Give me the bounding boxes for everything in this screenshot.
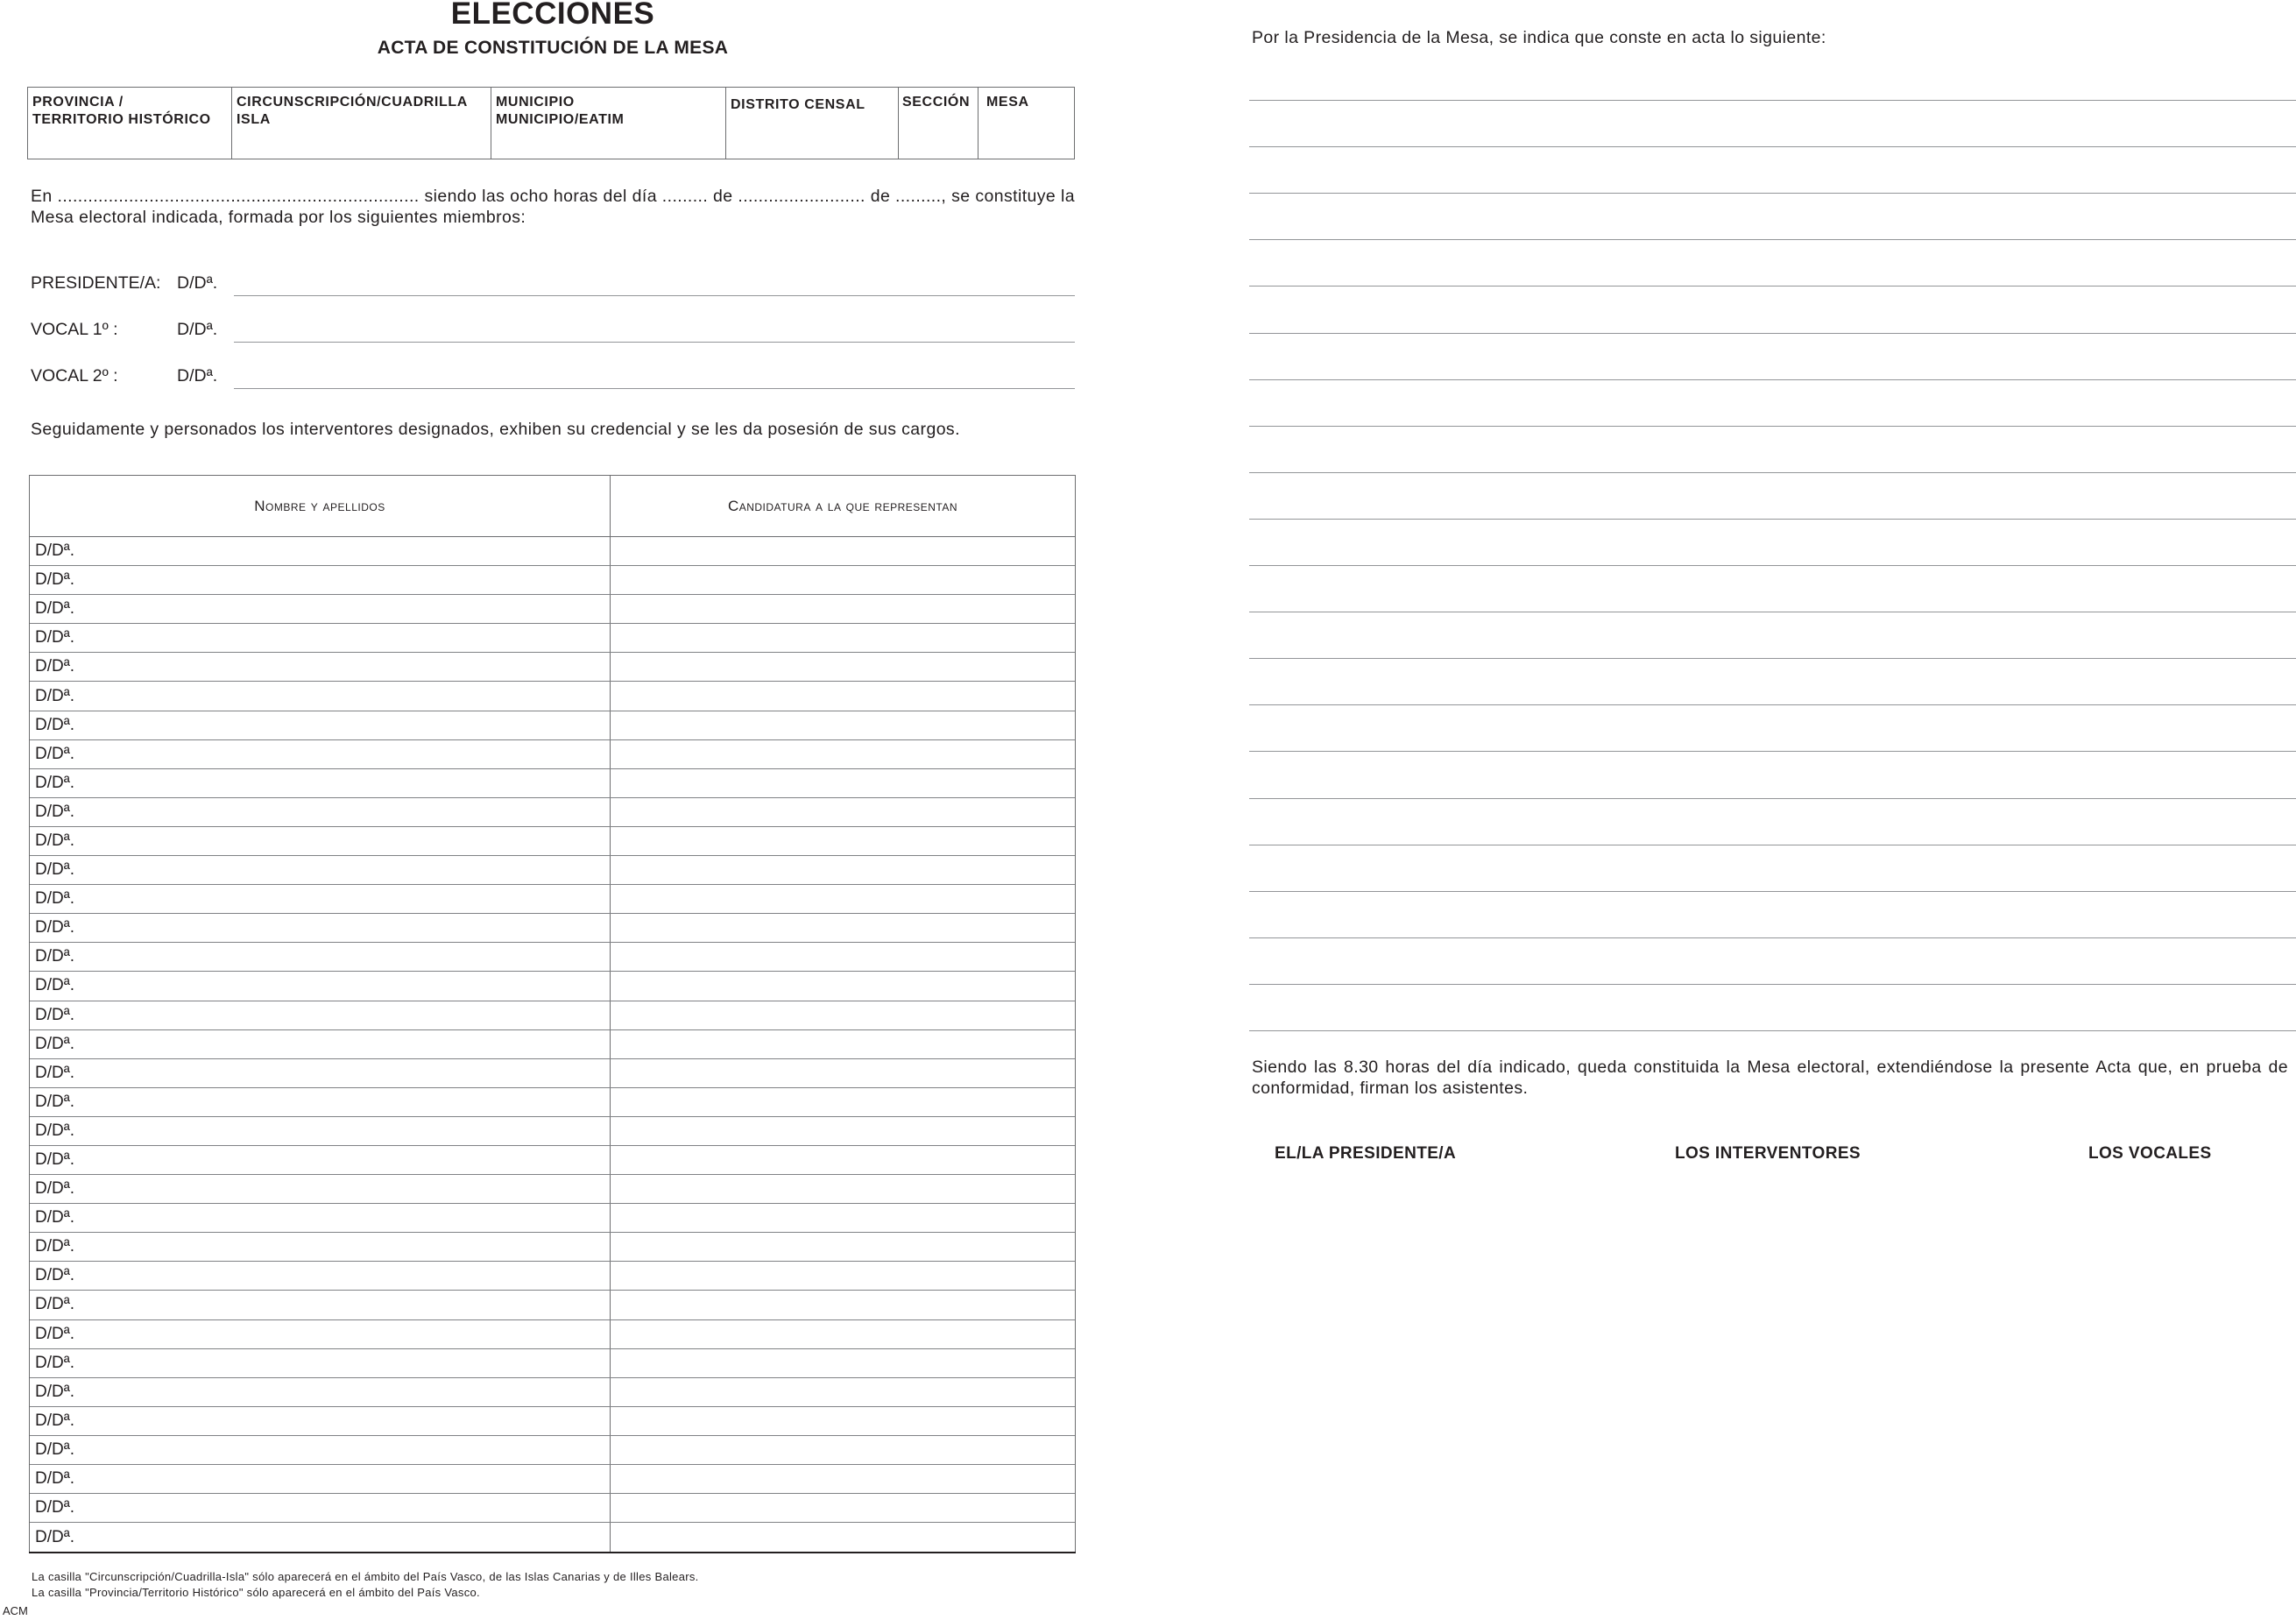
candidatura-cell[interactable] — [611, 1233, 1075, 1261]
interventor-name-cell[interactable]: D/Dª. — [30, 769, 611, 797]
seccion-cell[interactable]: SECCIÓN — [899, 88, 978, 159]
table-row — [30, 1291, 1075, 1319]
signature-vocales: LOS VOCALES — [2088, 1144, 2212, 1163]
candidatura-cell[interactable] — [611, 1030, 1075, 1058]
observation-line[interactable] — [1249, 100, 2296, 101]
president-label: PRESIDENTE/A: — [31, 273, 161, 293]
table-header — [30, 476, 1075, 537]
interventor-name-cell[interactable]: D/Dª. — [30, 1175, 611, 1203]
interventor-name-cell[interactable]: D/Dª. — [30, 798, 611, 826]
interventor-name-cell[interactable]: D/Dª. — [30, 1262, 611, 1290]
observation-line[interactable] — [1249, 519, 2296, 520]
candidatura-cell[interactable] — [611, 624, 1075, 652]
candidatura-cell[interactable] — [611, 1001, 1075, 1029]
table-row — [30, 1001, 1075, 1030]
observation-line[interactable] — [1249, 565, 2296, 566]
table-row — [30, 1146, 1075, 1175]
candidatura-cell[interactable] — [611, 972, 1075, 1000]
table-row — [30, 1465, 1075, 1494]
candidatura-cell[interactable] — [611, 1436, 1075, 1464]
interventor-name-cell[interactable]: D/Dª. — [30, 1349, 611, 1377]
table-row — [30, 740, 1075, 769]
signature-interventores: LOS INTERVENTORES — [1675, 1144, 1861, 1163]
candidatura-cell[interactable] — [611, 566, 1075, 594]
table-row — [30, 566, 1075, 595]
table-row — [30, 653, 1075, 682]
observation-line[interactable] — [1249, 286, 2296, 287]
form-code: ACM — [3, 1604, 28, 1617]
table-bottom-rule — [29, 1552, 1076, 1553]
interventor-name-cell[interactable]: D/Dª. — [30, 1030, 611, 1058]
candidatura-cell[interactable] — [611, 653, 1075, 681]
candidatura-cell[interactable] — [611, 1407, 1075, 1435]
interventor-name-cell[interactable]: D/Dª. — [30, 711, 611, 739]
interventores-text: Seguidamente y personados los interventores designados, exhiben su credencial y se les da posesión de sus cargos. — [31, 420, 960, 439]
candidatura-cell[interactable] — [611, 1059, 1075, 1087]
signature-president: EL/LA PRESIDENTE/A — [1275, 1144, 1457, 1163]
table-row — [30, 537, 1075, 566]
closing-line-1: Siendo las 8.30 horas del día indicado, queda constituida la Mesa electoral, extendiéndose la presente Acta que, en prueba de — [1252, 1058, 2288, 1077]
president-prefix: D/Dª. — [177, 273, 218, 293]
interventor-name-cell[interactable]: D/Dª. — [30, 1059, 611, 1087]
mesa-cell[interactable]: MESA — [986, 95, 1029, 110]
observation-line[interactable] — [1249, 146, 2296, 147]
observation-line[interactable] — [1249, 798, 2296, 799]
interventor-name-cell[interactable]: D/Dª. — [30, 914, 611, 942]
interventor-name-cell[interactable]: D/Dª. — [30, 943, 611, 971]
candidatura-cell[interactable] — [611, 682, 1075, 710]
interventor-name-cell[interactable]: D/Dª. — [30, 1523, 611, 1552]
candidatura-cell[interactable] — [611, 856, 1075, 884]
candidatura-cell[interactable] — [611, 1349, 1075, 1377]
interventor-name-cell[interactable]: D/Dª. — [30, 1088, 611, 1116]
candidatura-cell[interactable] — [611, 595, 1075, 623]
table-row — [30, 1262, 1075, 1291]
interventor-name-cell[interactable]: D/Dª. — [30, 1436, 611, 1464]
candidatura-cell[interactable] — [611, 798, 1075, 826]
observation-line[interactable] — [1249, 751, 2296, 752]
vocal2-name-field[interactable] — [234, 388, 1075, 389]
observation-line[interactable] — [1249, 1030, 2296, 1031]
table-row — [30, 914, 1075, 943]
interventor-name-cell[interactable]: D/Dª. — [30, 1378, 611, 1406]
candidatura-cell[interactable] — [611, 885, 1075, 913]
candidatura-cell[interactable] — [611, 740, 1075, 768]
candidatura-cell[interactable] — [611, 827, 1075, 855]
interventor-name-cell[interactable]: D/Dª. — [30, 740, 611, 768]
col-nombre-header: Nombre y apellidos — [30, 476, 611, 536]
observation-line[interactable] — [1249, 704, 2296, 705]
interventor-name-cell[interactable]: D/Dª. — [30, 972, 611, 1000]
interventor-name-cell[interactable]: D/Dª. — [30, 1291, 611, 1319]
interventor-name-cell[interactable]: D/Dª. — [30, 595, 611, 623]
observation-line[interactable] — [1249, 937, 2296, 938]
interventor-name-cell[interactable]: D/Dª. — [30, 1117, 611, 1145]
table-row — [30, 1320, 1075, 1349]
mesa-identification-table — [27, 87, 1075, 159]
circunscripcion-cell[interactable]: CIRCUNSCRIPCIÓN/CUADRILLA ISLA — [232, 88, 491, 159]
interventor-name-cell[interactable]: D/Dª. — [30, 885, 611, 913]
table-row — [30, 1233, 1075, 1262]
table-row — [30, 798, 1075, 827]
vocal1-name-field[interactable] — [234, 342, 1075, 343]
intro-line-2: Mesa electoral indicada, formada por los siguientes miembros: — [31, 208, 526, 227]
interventor-name-cell[interactable]: D/Dª. — [30, 1407, 611, 1435]
table-row — [30, 1175, 1075, 1204]
interventor-name-cell[interactable]: D/Dª. — [30, 1233, 611, 1261]
candidatura-cell[interactable] — [611, 1146, 1075, 1174]
table-row — [30, 1030, 1075, 1059]
vocal1-label: VOCAL 1º : — [31, 320, 118, 339]
interventor-name-cell[interactable]: D/Dª. — [30, 827, 611, 855]
candidatura-cell[interactable] — [611, 1465, 1075, 1493]
vocal2-label: VOCAL 2º : — [31, 366, 118, 386]
observation-line[interactable] — [1249, 472, 2296, 473]
interventor-name-cell[interactable]: D/Dª. — [30, 682, 611, 710]
footnote-2: La casilla "Provincia/Territorio Histórico" sólo aparecerá en el ámbito del País Vasco. — [32, 1586, 480, 1599]
observation-line[interactable] — [1249, 426, 2296, 427]
intro-line-1: En ....................................................................... siendo las ocho horas del día ......... de ......................... de ........., se constituye la — [31, 187, 1075, 206]
president-name-field[interactable] — [234, 295, 1075, 296]
interventor-name-cell[interactable]: D/Dª. — [30, 1146, 611, 1174]
table-body — [30, 537, 1075, 1552]
table-row — [30, 856, 1075, 885]
closing-line-2: conformidad, firman los asistentes. — [1252, 1079, 1529, 1098]
candidatura-cell[interactable] — [611, 769, 1075, 797]
table-row — [30, 1117, 1075, 1146]
observation-line[interactable] — [1249, 193, 2296, 194]
candidatura-cell[interactable] — [611, 914, 1075, 942]
candidatura-cell[interactable] — [611, 1175, 1075, 1203]
page-title: ELECCIONES — [450, 0, 655, 31]
footnote-1: La casilla "Circunscripción/Cuadrilla-Isla" sólo aparecerá en el ámbito del País Vasco, de las Islas Canarias y de Illes Balears. — [32, 1570, 699, 1583]
table-row — [30, 972, 1075, 1001]
table-row — [30, 624, 1075, 653]
table-row — [30, 885, 1075, 914]
candidatura-cell[interactable] — [611, 1204, 1075, 1232]
interventor-name-cell[interactable]: D/Dª. — [30, 1494, 611, 1522]
table-row — [30, 1378, 1075, 1407]
municipio-cell[interactable]: MUNICIPIO MUNICIPIO/EATIM — [491, 88, 726, 159]
observation-line[interactable] — [1249, 379, 2296, 380]
observation-line[interactable] — [1249, 891, 2296, 892]
table-row — [30, 1349, 1075, 1378]
provincia-cell[interactable]: PROVINCIA / TERRITORIO HISTÓRICO — [28, 88, 232, 159]
table-row — [30, 1494, 1075, 1523]
candidatura-cell[interactable] — [611, 1320, 1075, 1348]
candidatura-cell[interactable] — [611, 1494, 1075, 1522]
candidatura-cell[interactable] — [611, 1291, 1075, 1319]
vocal2-prefix: D/Dª. — [177, 366, 218, 386]
table-row — [30, 595, 1075, 624]
table-row — [30, 1523, 1075, 1552]
observation-line[interactable] — [1249, 984, 2296, 985]
interventor-name-cell[interactable]: D/Dª. — [30, 566, 611, 594]
table-row — [30, 769, 1075, 798]
table-row — [30, 943, 1075, 972]
candidatura-cell[interactable] — [611, 1262, 1075, 1290]
candidatura-cell[interactable] — [611, 1117, 1075, 1145]
table-row — [30, 1088, 1075, 1117]
interventor-name-cell[interactable]: D/Dª. — [30, 653, 611, 681]
candidatura-cell[interactable] — [611, 711, 1075, 739]
interventor-name-cell[interactable]: D/Dª. — [30, 1320, 611, 1348]
page-subtitle: ACTA DE CONSTITUCIÓN DE LA MESA — [377, 38, 729, 58]
interventor-name-cell[interactable]: D/Dª. — [30, 1465, 611, 1493]
candidatura-cell[interactable] — [611, 943, 1075, 971]
right-intro: Por la Presidencia de la Mesa, se indica que conste en acta lo siguiente: — [1252, 28, 1826, 47]
observation-line[interactable] — [1249, 239, 2296, 240]
col-candidatura-header: Candidatura a la que representan — [727, 497, 958, 514]
table-row — [30, 1204, 1075, 1233]
table-row — [30, 1059, 1075, 1088]
table-row — [30, 682, 1075, 711]
candidatura-cell[interactable] — [611, 1523, 1075, 1552]
observation-line[interactable] — [1249, 333, 2296, 334]
vocal1-prefix: D/Dª. — [177, 320, 218, 339]
interventor-name-cell[interactable]: D/Dª. — [30, 624, 611, 652]
interventor-name-cell[interactable]: D/Dª. — [30, 1001, 611, 1029]
candidatura-cell[interactable] — [611, 1088, 1075, 1116]
observation-line[interactable] — [1249, 658, 2296, 659]
interventor-name-cell[interactable]: D/Dª. — [30, 537, 611, 565]
table-row — [30, 1436, 1075, 1465]
candidatura-cell[interactable] — [611, 1378, 1075, 1406]
table-row — [30, 711, 1075, 740]
interventores-table — [29, 475, 1076, 1553]
interventor-name-cell[interactable]: D/Dª. — [30, 1204, 611, 1232]
distrito-censal-cell[interactable]: DISTRITO CENSAL — [726, 88, 899, 159]
interventor-name-cell[interactable]: D/Dª. — [30, 856, 611, 884]
candidatura-cell[interactable] — [611, 537, 1075, 565]
table-row — [30, 827, 1075, 856]
table-row — [30, 1407, 1075, 1436]
